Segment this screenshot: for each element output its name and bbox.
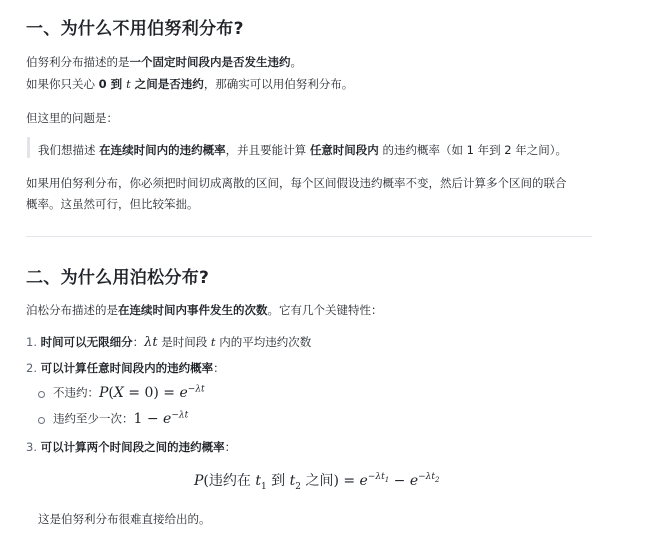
formula-t1-sub: 1 [260, 481, 267, 492]
subitem2-label: 违约至少一次： [53, 411, 134, 426]
item3-colon: ： [224, 440, 237, 454]
bullet-icon [38, 391, 45, 398]
quote-c: ，并且要能计算 [225, 143, 310, 157]
closing-text: 这是伯努利分布很难直接给出的。 [38, 512, 211, 526]
intro-prefix: 泊松分布描述的是 [26, 303, 118, 317]
list-number: 2. [26, 361, 37, 375]
intro-suffix: 。它有几个关键特性： [267, 303, 383, 317]
section1-problem: 但这里的问题是： [26, 111, 118, 125]
divider [26, 236, 592, 237]
list-item-2 [26, 360, 225, 376]
intro-bold: 在连续时间内事件发生的次数 [118, 303, 268, 317]
item1-text-b: 内的平均违约次数 [215, 335, 312, 349]
item1-colon: ： [132, 335, 145, 349]
subitem-default-once [53, 410, 188, 427]
blockquote-text [38, 142, 567, 158]
line1-bold: 一个固定时间段内是否发生违约 [129, 55, 291, 69]
formula-p: P [194, 473, 204, 489]
list-item-1 [26, 334, 311, 350]
subitem-no-default [53, 384, 205, 401]
formula-t1: t [255, 473, 261, 489]
subitem2-formula: $1 - e^{-\lambda t}$ [133, 410, 189, 427]
section2-intro [26, 302, 383, 318]
item1-math-t: t [210, 335, 216, 349]
formula-t2-sub: 2 [295, 481, 301, 492]
item1-bold: 时间可以无限细分 [40, 335, 133, 349]
section1-line2 [26, 76, 353, 92]
blockquote-bar [27, 137, 30, 158]
subitem1-label: 不违约： [53, 385, 99, 400]
quote-a: 我们想描述 [38, 143, 100, 157]
item3-bold: 可以计算两个时间段之间的违约概率 [40, 440, 225, 454]
subitem1-formula: $P(X = 0) = e^{-\lambda t}$ [99, 384, 205, 401]
list-item-3 [26, 439, 236, 455]
line2-bold-start: 0 到 [98, 77, 127, 91]
bullet-icon [38, 417, 45, 424]
line2-bold-end: 之间是否违约 [130, 77, 204, 91]
line2-text: 如果你只关心 [26, 77, 99, 91]
section1-line1 [26, 54, 302, 70]
item1-text-a: 是时间段 [157, 335, 211, 349]
line1-suffix: 。 [290, 55, 302, 69]
item2-bold: 可以计算任意时间段内的违约概率 [40, 361, 214, 375]
item2-colon: ： [213, 361, 225, 375]
formula-t2: t [289, 473, 296, 489]
section2-heading: 二、为什么用泊松分布? [26, 268, 210, 288]
formula-text1: 违约在 [208, 473, 256, 489]
quote-d: 的违约概率（如 1 年到 2 年之间）。 [378, 143, 567, 157]
list-number: 1. [26, 335, 37, 349]
quote-bold1: 在连续时间内的违约概率 [99, 143, 226, 157]
formula-text2: 到 [266, 473, 290, 489]
quote-bold2: 任意时间段内 [309, 143, 379, 157]
section1-heading: 一、为什么不用伯努利分布? [26, 19, 244, 39]
section1-para-line1: 如果用伯努利分布，你必须把时间切成离散的区间，每个区间假设违约概率不变，然后计算多个区间的联合 [26, 176, 567, 190]
line1-prefix: 伯努利分布描述的是 [26, 55, 130, 69]
list-number: 3. [26, 440, 37, 454]
formula-text3: 之间 [301, 473, 334, 489]
item1-math-lambda-t: λt [144, 335, 158, 350]
line2-suffix: ，那确实可以用伯努利分布。 [203, 77, 354, 91]
line2-math-t: t [126, 77, 131, 91]
display-formula: P(违约在 $t_1$ 到 $t_2$ 之间) = $e^{-\lambda t_1} - e^{-\lambda t_2}$ [194, 472, 440, 492]
section1-para-line2: 概率。这虽然可行，但比较笨拙。 [26, 197, 199, 211]
